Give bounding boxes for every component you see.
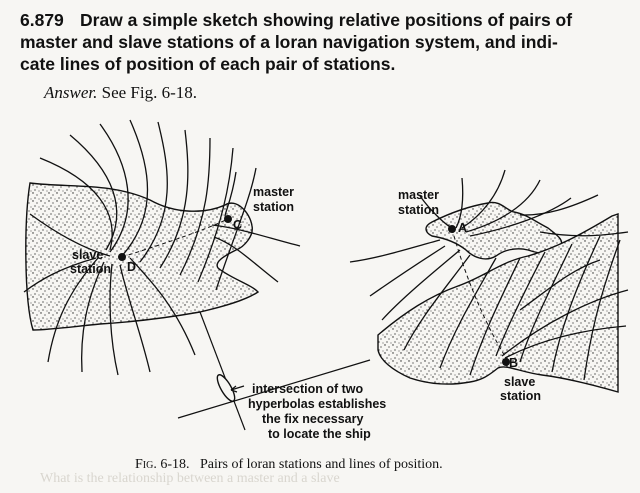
left-master-point-label: C: [233, 218, 243, 232]
left-landmass: [26, 183, 258, 330]
caption-fig-label: Fig. 6-18.: [135, 457, 190, 472]
left-slave-point-label: D: [127, 260, 137, 274]
answer-text: See Fig. 6-18.: [101, 83, 198, 102]
ship-fix: [178, 312, 386, 441]
annotation-line4: to locate the ship: [268, 427, 371, 441]
left-master-label-line1: master: [253, 185, 294, 199]
left-slave-label-line2: station: [70, 262, 111, 276]
left-master-station-dot: [224, 215, 232, 223]
figure-caption: [135, 457, 443, 473]
question-number: 6.879: [20, 10, 64, 30]
right-master-station-dot: [448, 225, 456, 233]
question-line-1: 6.879 Draw a simple sketch showing relative positions of pairs of: [20, 10, 573, 30]
bleed-through-text: What is the relationship between a master and a slave: [40, 471, 340, 486]
annotation-line1: intersection of two: [252, 382, 364, 396]
answer-label: Answer.: [44, 83, 98, 102]
right-master-label-line2: station: [398, 203, 439, 217]
right-diagram: [350, 170, 628, 403]
annotation-line2: hyperbolas establishes: [248, 397, 387, 411]
left-slave-label-line1: slave: [72, 248, 104, 262]
question-line-3: cate lines of position of each pair of stations.: [20, 54, 396, 74]
right-slave-point-label: B: [509, 356, 519, 370]
right-master-label-line1: master: [398, 188, 439, 202]
question-line-2: master and slave stations of a loran navigation system, and indi-: [20, 32, 558, 52]
caption-text: Pairs of loran stations and lines of position.: [200, 457, 443, 472]
right-slave-label-line1: slave: [504, 375, 536, 389]
left-diagram: [24, 120, 300, 375]
right-master-point-label: A: [458, 221, 468, 235]
annotation-line3: the fix necessary: [262, 412, 364, 426]
right-slave-label-line2: station: [500, 389, 541, 403]
left-master-label-line2: station: [253, 200, 294, 214]
left-slave-station-dot: [118, 253, 126, 261]
